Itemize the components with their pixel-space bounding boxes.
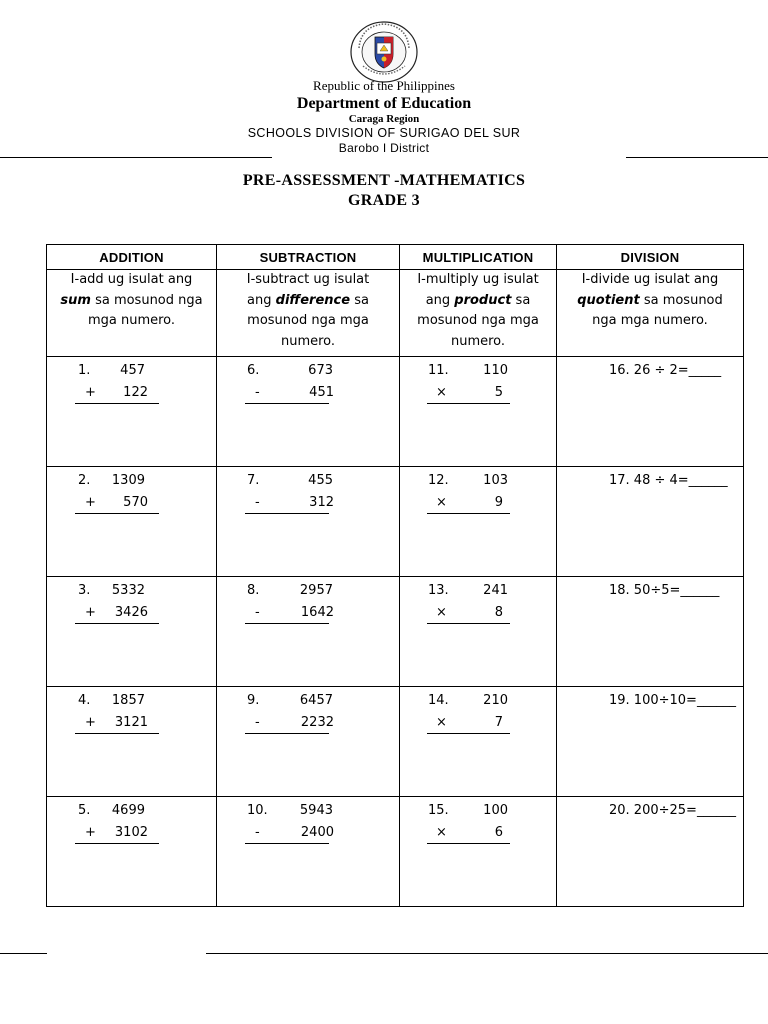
operator-sign: - bbox=[255, 385, 260, 400]
table-row bbox=[47, 357, 744, 467]
bottom-operand: 122 bbox=[123, 385, 148, 400]
top-operand: 1857 bbox=[111, 693, 145, 708]
multiplication-header: MULTIPLICATION bbox=[400, 245, 557, 270]
bottom-operand: 3121 bbox=[114, 715, 148, 730]
sub-problem-cell bbox=[217, 797, 400, 907]
bottom-operand: 3102 bbox=[114, 825, 148, 840]
operator-sign: - bbox=[255, 495, 260, 510]
top-operand: 5943 bbox=[299, 803, 333, 818]
add-problem-cell bbox=[47, 467, 217, 577]
table-header-row bbox=[47, 245, 744, 270]
signature-line-left bbox=[0, 953, 47, 954]
operator-sign: + bbox=[85, 825, 96, 840]
answer-line bbox=[75, 623, 159, 624]
add-problem-cell bbox=[47, 687, 217, 797]
addition-instructions: I-add ug isulat ang sum sa mosunod nga mga numero. bbox=[47, 270, 217, 357]
multiplication-instructions: I-multiply ug isulat ang product sa mosunod nga mga numero. bbox=[400, 270, 557, 357]
problem-number: 3. bbox=[78, 583, 91, 598]
answer-line bbox=[75, 843, 159, 844]
table-row bbox=[47, 577, 744, 687]
problem-number: 8. bbox=[247, 583, 260, 598]
operator-sign: + bbox=[85, 605, 96, 620]
division-problem: 16. 26 ÷ 2=_____ bbox=[609, 363, 722, 378]
keyword-product: product bbox=[454, 292, 512, 308]
bottom-operand: 5 bbox=[494, 385, 503, 400]
answer-line bbox=[427, 843, 510, 844]
answer-line bbox=[75, 513, 159, 514]
problem-number: 9. bbox=[247, 693, 260, 708]
operator-sign: × bbox=[436, 825, 447, 840]
top-operand: 455 bbox=[308, 473, 333, 488]
problem-number: 15. bbox=[428, 803, 449, 818]
problem-number: 4. bbox=[78, 693, 91, 708]
top-operand: 1309 bbox=[111, 473, 145, 488]
top-operand: 4699 bbox=[111, 803, 145, 818]
addition-header: ADDITION bbox=[47, 245, 217, 270]
assessment-table bbox=[46, 244, 744, 907]
bottom-operand: 2400 bbox=[300, 825, 334, 840]
deped-seal-logo bbox=[349, 20, 419, 84]
add-problem-cell bbox=[47, 357, 217, 467]
top-operand: 457 bbox=[120, 363, 145, 378]
div-problem-cell bbox=[557, 357, 744, 467]
operator-sign: + bbox=[85, 385, 96, 400]
table-row bbox=[47, 687, 744, 797]
division-instructions: I-divide ug isulat ang quotient sa mosunod nga mga numero. bbox=[557, 270, 744, 357]
problem-number: 7. bbox=[247, 473, 260, 488]
bottom-operand: 312 bbox=[309, 495, 334, 510]
signature-line-right bbox=[206, 953, 768, 954]
subtraction-instructions: I-subtract ug isulat ang difference sa mosunod nga mga numero. bbox=[217, 270, 400, 357]
bottom-operand: 2232 bbox=[300, 715, 334, 730]
problem-number: 6. bbox=[247, 363, 260, 378]
sub-problem-cell bbox=[217, 467, 400, 577]
division-problem: 20. 200÷25=______ bbox=[609, 803, 736, 818]
problem-number: 11. bbox=[428, 363, 449, 378]
operator-sign: × bbox=[436, 715, 447, 730]
answer-line bbox=[427, 403, 510, 404]
top-operand: 2957 bbox=[299, 583, 333, 598]
division-problem: 17. 48 ÷ 4=______ bbox=[609, 473, 728, 488]
problem-number: 13. bbox=[428, 583, 449, 598]
mul-problem-cell bbox=[400, 577, 557, 687]
bottom-operand: 6 bbox=[494, 825, 503, 840]
header-rule-right bbox=[626, 157, 768, 158]
answer-line bbox=[245, 513, 329, 514]
top-operand: 210 bbox=[483, 693, 508, 708]
keyword-quotient: quotient bbox=[577, 292, 640, 308]
division-problem: 19. 100÷10=______ bbox=[609, 693, 736, 708]
operator-sign: × bbox=[436, 385, 447, 400]
bottom-operand: 3426 bbox=[114, 605, 148, 620]
bottom-operand: 9 bbox=[494, 495, 503, 510]
mul-problem-cell bbox=[400, 687, 557, 797]
answer-line bbox=[427, 513, 510, 514]
subtraction-header: SUBTRACTION bbox=[217, 245, 400, 270]
problem-number: 5. bbox=[78, 803, 91, 818]
table-row bbox=[47, 467, 744, 577]
answer-line bbox=[75, 403, 159, 404]
bottom-operand: 570 bbox=[123, 495, 148, 510]
bottom-operand: 7 bbox=[494, 715, 503, 730]
answer-line bbox=[427, 733, 510, 734]
answer-line bbox=[245, 403, 329, 404]
header-rule-left bbox=[0, 157, 272, 158]
answer-line bbox=[245, 623, 329, 624]
top-operand: 5332 bbox=[111, 583, 145, 598]
problem-number: 14. bbox=[428, 693, 449, 708]
instructions-row bbox=[47, 270, 744, 357]
division-header: DIVISION bbox=[557, 245, 744, 270]
div-problem-cell bbox=[557, 687, 744, 797]
operator-sign: - bbox=[255, 825, 260, 840]
add-problem-cell bbox=[47, 797, 217, 907]
mul-problem-cell bbox=[400, 797, 557, 907]
sub-problem-cell bbox=[217, 357, 400, 467]
answer-line bbox=[427, 623, 510, 624]
top-operand: 241 bbox=[483, 583, 508, 598]
operator-sign: × bbox=[436, 605, 447, 620]
republic-line: Republic of the Philippines bbox=[313, 78, 455, 93]
top-operand: 673 bbox=[308, 363, 333, 378]
top-operand: 6457 bbox=[299, 693, 333, 708]
answer-line bbox=[75, 733, 159, 734]
answer-line bbox=[245, 843, 329, 844]
problem-number: 12. bbox=[428, 473, 449, 488]
problem-number: 2. bbox=[78, 473, 91, 488]
add-problem-cell bbox=[47, 577, 217, 687]
operator-sign: + bbox=[85, 495, 96, 510]
div-problem-cell bbox=[557, 797, 744, 907]
district-line: Barobo I District bbox=[338, 141, 430, 155]
sub-problem-cell bbox=[217, 687, 400, 797]
assessment-title: PRE-ASSESSMENT -MATHEMATICS bbox=[242, 172, 526, 189]
bottom-operand: 451 bbox=[309, 385, 334, 400]
problem-number: 10. bbox=[247, 803, 268, 818]
bottom-operand: 8 bbox=[494, 605, 503, 620]
grade-title: GRADE 3 bbox=[348, 192, 420, 209]
div-problem-cell bbox=[557, 577, 744, 687]
answer-line bbox=[245, 733, 329, 734]
department-line: Department of Education bbox=[296, 95, 472, 112]
region-line: Caraga Region bbox=[348, 113, 420, 125]
operator-sign: - bbox=[255, 605, 260, 620]
top-operand: 103 bbox=[483, 473, 508, 488]
operator-sign: + bbox=[85, 715, 96, 730]
operator-sign: - bbox=[255, 715, 260, 730]
sub-problem-cell bbox=[217, 577, 400, 687]
top-operand: 110 bbox=[483, 363, 508, 378]
keyword-sum: sum bbox=[60, 292, 91, 308]
problem-number: 1. bbox=[78, 363, 91, 378]
table-row bbox=[47, 797, 744, 907]
div-problem-cell bbox=[557, 467, 744, 577]
operator-sign: × bbox=[436, 495, 447, 510]
division-line: SCHOOLS DIVISION OF SURIGAO DEL SUR bbox=[247, 126, 521, 140]
mul-problem-cell bbox=[400, 357, 557, 467]
division-problem: 18. 50÷5=______ bbox=[609, 583, 720, 598]
keyword-difference: difference bbox=[275, 292, 351, 308]
mul-problem-cell bbox=[400, 467, 557, 577]
bottom-operand: 1642 bbox=[300, 605, 334, 620]
top-operand: 100 bbox=[483, 803, 508, 818]
